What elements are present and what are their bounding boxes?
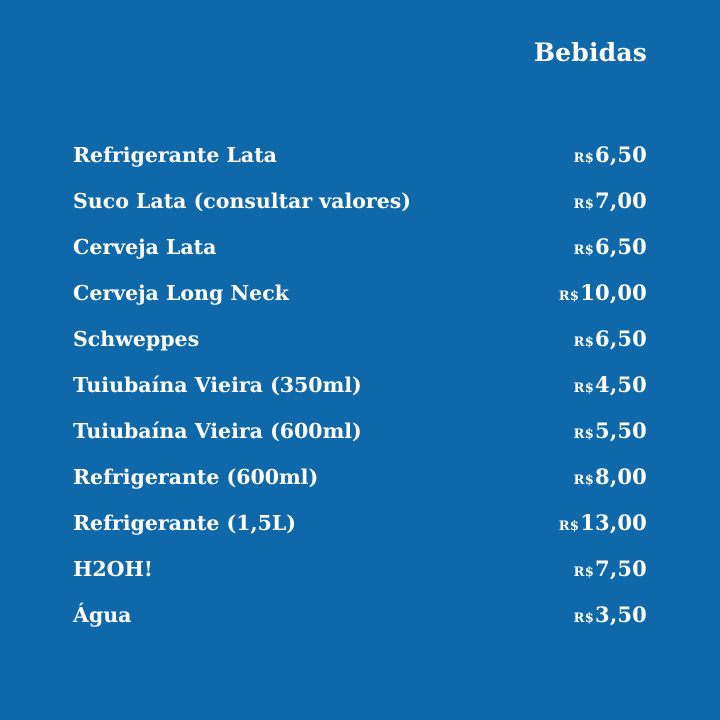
menu-item-suco-lata	[73, 183, 647, 229]
menu-item-cerveja-lata	[73, 229, 647, 275]
price-amount: 8,00	[595, 464, 647, 489]
item-name: H2OH!	[73, 557, 153, 581]
currency-symbol: R$	[573, 381, 595, 396]
item-name: Cerveja Lata	[73, 235, 217, 259]
menu-item-refrigerante-600ml	[73, 459, 647, 505]
item-name: Água	[73, 603, 132, 627]
price-amount: 3,50	[595, 602, 647, 627]
price-amount: 10,00	[580, 280, 647, 305]
currency-symbol: R$	[573, 611, 595, 626]
item-price	[574, 183, 647, 223]
currency-symbol: R$	[573, 473, 595, 488]
price-amount: 6,50	[595, 142, 647, 167]
item-name: Refrigerante (600ml)	[73, 465, 319, 489]
item-price	[574, 459, 647, 499]
menu-list	[73, 137, 647, 643]
currency-symbol: R$	[573, 427, 595, 442]
item-price	[574, 413, 647, 453]
currency-symbol: R$	[573, 565, 595, 580]
price-amount: 4,50	[595, 372, 647, 397]
menu-item-tuiubaina-600ml	[73, 413, 647, 459]
item-name: Refrigerante (1,5L)	[73, 511, 296, 535]
price-amount: 13,00	[580, 510, 647, 535]
currency-symbol: R$	[573, 197, 595, 212]
currency-symbol: R$	[573, 243, 595, 258]
item-price	[559, 505, 647, 545]
item-price	[574, 321, 647, 361]
price-amount: 5,50	[595, 418, 647, 443]
menu-item-tuiubaina-350ml	[73, 367, 647, 413]
item-name: Schweppes	[73, 327, 200, 351]
menu-item-cerveja-long-neck	[73, 275, 647, 321]
item-name: Suco Lata (consultar valores)	[73, 189, 412, 213]
item-name: Tuiubaína Vieira (350ml)	[73, 373, 362, 397]
item-name: Cerveja Long Neck	[73, 281, 289, 305]
menu-item-schweppes	[73, 321, 647, 367]
item-price	[574, 597, 647, 637]
menu-item-h2oh	[73, 551, 647, 597]
price-amount: 7,00	[595, 188, 647, 213]
menu-item-agua	[73, 597, 647, 643]
currency-symbol: R$	[558, 519, 580, 534]
item-price	[559, 275, 647, 315]
price-amount: 6,50	[595, 234, 647, 259]
price-amount: 6,50	[595, 326, 647, 351]
menu-title: Bebidas	[533, 38, 647, 67]
currency-symbol: R$	[573, 335, 595, 350]
item-price	[574, 551, 647, 591]
item-price	[574, 367, 647, 407]
currency-symbol: R$	[558, 289, 580, 304]
item-price	[574, 137, 647, 177]
menu-item-refrigerante-lata	[73, 137, 647, 183]
item-name: Refrigerante Lata	[73, 143, 277, 167]
currency-symbol: R$	[573, 151, 595, 166]
item-price	[574, 229, 647, 269]
item-name: Tuiubaína Vieira (600ml)	[73, 419, 362, 443]
menu-item-refrigerante-1-5l	[73, 505, 647, 551]
price-amount: 7,50	[595, 556, 647, 581]
